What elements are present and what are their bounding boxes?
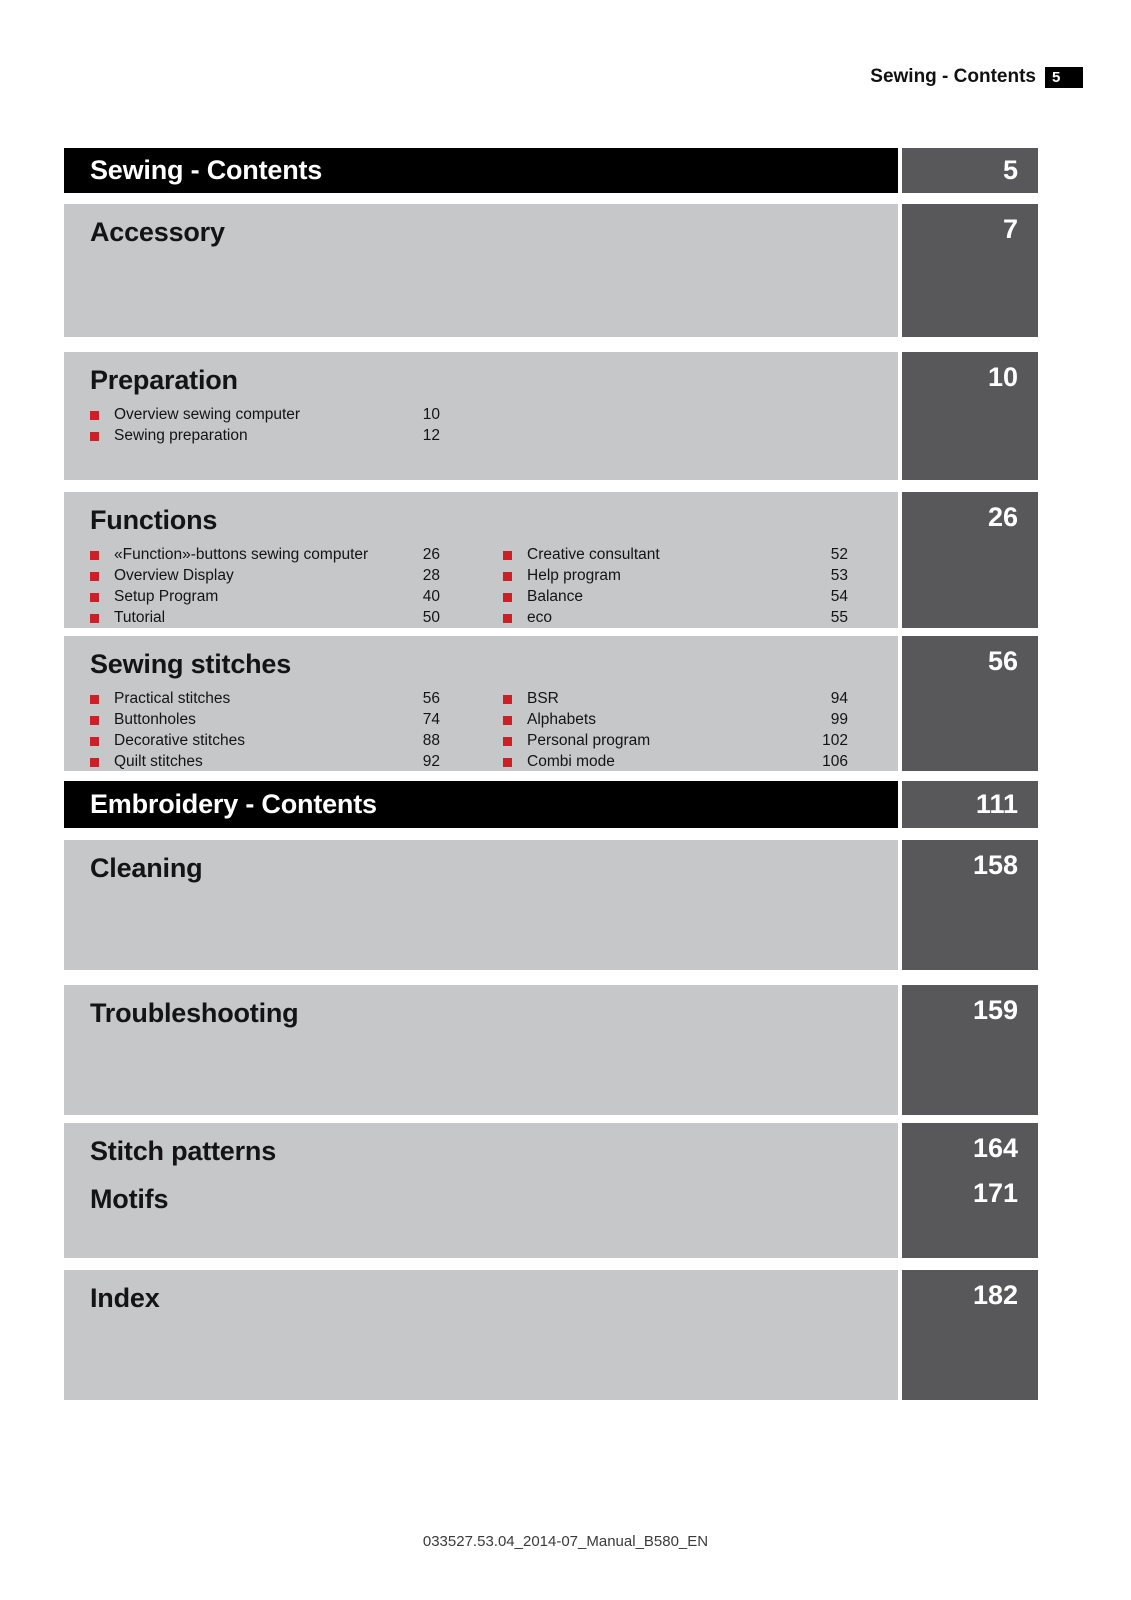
toc-item	[90, 608, 440, 629]
section-body	[64, 204, 898, 337]
toc-item	[503, 545, 848, 566]
item-label: BSR	[527, 690, 559, 708]
section-page-number: 158	[902, 840, 1038, 970]
bullet-icon	[503, 572, 512, 581]
bullet-icon	[90, 551, 99, 560]
toc-item	[503, 608, 848, 629]
section-body	[64, 492, 898, 628]
bullet-icon	[90, 593, 99, 602]
item-label: Alphabets	[527, 711, 596, 729]
bullet-icon	[503, 614, 512, 623]
header-page-badge: 5	[1045, 67, 1083, 88]
section-body	[64, 352, 898, 480]
item-label: eco	[527, 609, 552, 627]
item-page: 92	[422, 753, 440, 771]
header-title: Sewing - Contents	[870, 66, 1036, 87]
section-title: Preparation	[90, 365, 238, 395]
section-page-number: 7	[902, 204, 1038, 337]
toc-section-stitch-patterns	[64, 1123, 1038, 1258]
section-items	[90, 545, 872, 629]
item-page: 52	[830, 546, 848, 564]
toc-section-sewing-stitches	[64, 636, 1038, 771]
toc-item	[90, 689, 440, 710]
section-page-numbers	[902, 1123, 1038, 1258]
section-title: Troubleshooting	[90, 998, 299, 1028]
section-page-number: 111	[902, 781, 1038, 828]
item-label: Decorative stitches	[114, 732, 245, 750]
item-page: 54	[830, 588, 848, 606]
item-label: Sewing preparation	[114, 427, 248, 445]
section-body	[64, 985, 898, 1115]
toc-item	[503, 752, 848, 773]
toc-item	[503, 710, 848, 731]
section-title: Functions	[90, 505, 218, 535]
section-title: Index	[90, 1283, 160, 1313]
bullet-icon	[503, 737, 512, 746]
toc-item	[90, 710, 440, 731]
item-label: Balance	[527, 588, 584, 606]
section-body	[64, 840, 898, 970]
toc-item	[503, 587, 848, 608]
item-page: 102	[822, 732, 848, 750]
section-header-bar	[64, 781, 898, 828]
item-page: 106	[822, 753, 848, 771]
document-footer: 033527.53.04_2014-07_Manual_B580_EN	[422, 1533, 709, 1550]
bullet-icon	[90, 716, 99, 725]
toc-section-functions	[64, 492, 1038, 628]
item-page: 40	[422, 588, 440, 606]
bullet-icon	[503, 593, 512, 602]
toc-item	[90, 566, 440, 587]
item-page: 10	[422, 406, 440, 424]
item-label: Overview Display	[114, 567, 234, 585]
toc-item	[90, 752, 440, 773]
section-header-bar	[64, 148, 898, 193]
item-page: 12	[422, 427, 440, 445]
bullet-icon	[90, 614, 99, 623]
item-page: 28	[422, 567, 440, 585]
section-page-number: 5	[902, 148, 1038, 193]
item-label: Creative consultant	[527, 546, 660, 564]
item-page: 53	[830, 567, 848, 585]
table-of-contents	[64, 148, 1038, 1400]
section-body	[64, 1270, 898, 1400]
item-page: 56	[422, 690, 440, 708]
toc-item	[503, 566, 848, 587]
section-page-number: 26	[902, 492, 1038, 628]
section-title: Sewing stitches	[90, 649, 292, 679]
section-body	[64, 636, 898, 771]
item-label: Setup Program	[114, 588, 219, 606]
bullet-icon	[90, 737, 99, 746]
bullet-icon	[90, 572, 99, 581]
toc-section-index	[64, 1270, 1038, 1400]
section-page-number: 56	[902, 636, 1038, 771]
item-label: Tutorial	[114, 609, 166, 627]
toc-section-preparation	[64, 352, 1038, 480]
item-label: Help program	[527, 567, 621, 585]
bullet-icon	[90, 695, 99, 704]
item-label: Quilt stitches	[114, 753, 203, 771]
section-page-number: 182	[902, 1270, 1038, 1400]
section-body	[64, 1123, 898, 1258]
section-items	[90, 405, 872, 447]
item-page: 55	[830, 609, 848, 627]
toc-item	[90, 587, 440, 608]
toc-item	[503, 689, 848, 710]
bullet-icon	[90, 758, 99, 767]
section-title: Cleaning	[90, 853, 203, 883]
section-page-number: 171	[972, 1178, 1018, 1208]
section-title: Embroidery - Contents	[90, 788, 377, 819]
section-page-number: 164	[972, 1133, 1018, 1163]
item-page: 88	[422, 732, 440, 750]
toc-section-accessory	[64, 204, 1038, 337]
item-label: Practical stitches	[114, 690, 231, 708]
bullet-icon	[90, 411, 99, 420]
section-page-number: 159	[902, 985, 1038, 1115]
bullet-icon	[503, 716, 512, 725]
bullet-icon	[503, 551, 512, 560]
toc-item	[503, 731, 848, 752]
toc-section-troubleshooting	[64, 985, 1038, 1115]
item-label: «Function»-buttons sewing computer	[114, 546, 369, 564]
bullet-icon	[503, 758, 512, 767]
item-label: Overview sewing computer	[114, 406, 301, 424]
toc-item	[90, 545, 440, 566]
section-title: Motifs	[90, 1183, 169, 1214]
toc-item	[90, 405, 440, 426]
section-items	[90, 689, 872, 773]
item-label: Buttonholes	[114, 711, 196, 729]
section-title: Accessory	[90, 217, 225, 247]
page-header	[0, 66, 1083, 88]
section-page-number: 10	[902, 352, 1038, 480]
item-page: 94	[830, 690, 848, 708]
toc-section-sewing-contents	[64, 148, 1038, 193]
section-title: Sewing - Contents	[90, 154, 323, 185]
toc-item	[90, 426, 440, 447]
bullet-icon	[503, 695, 512, 704]
toc-item	[90, 731, 440, 752]
bullet-icon	[90, 432, 99, 441]
item-page: 99	[830, 711, 848, 729]
item-page: 74	[422, 711, 440, 729]
toc-section-embroidery-contents	[64, 781, 1038, 828]
item-label: Personal program	[527, 732, 651, 750]
item-page: 26	[422, 546, 440, 564]
toc-section-cleaning	[64, 840, 1038, 970]
item-page: 50	[422, 609, 440, 627]
section-title: Stitch patterns	[90, 1136, 277, 1166]
item-label: Combi mode	[527, 753, 615, 771]
